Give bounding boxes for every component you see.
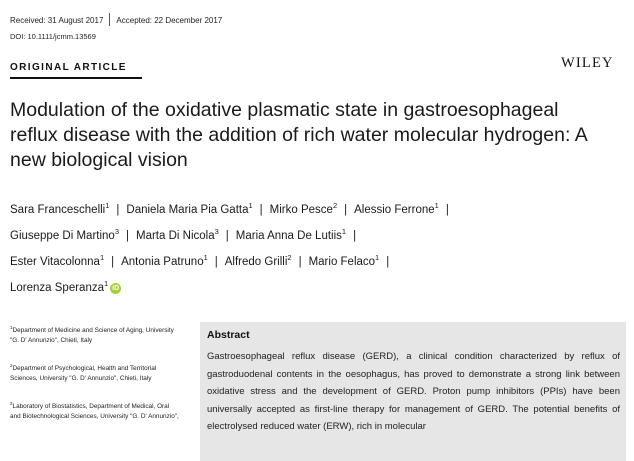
author-name[interactable]: Maria Anna De Lutiis [235,230,342,242]
abstract-heading: Abstract [207,329,250,341]
author-name[interactable]: Giuseppe Di Martino [10,230,115,242]
author-name[interactable]: Sara Franceschelli [10,204,106,216]
author-separator: | [111,256,115,268]
author-separator: | [344,204,348,216]
author-separator: | [116,204,120,216]
author-name[interactable]: Antonia Patruno [121,256,204,268]
article-type-underline [10,77,142,79]
article-dates [10,13,222,26]
affiliation-text: Laboratory of Biostatistics, Department of Medical, Oral and Biotechnological Sciences, University "G. D' Annunzio", [10,403,179,420]
author-affiliation-marker: 2 [332,201,338,210]
author-affiliation-marker: 1 [248,201,253,210]
doi-link[interactable]: DOI: 10.1111/jcmm.13569 [10,32,96,41]
author-name[interactable]: Daniela Maria Pia Gatta [126,204,249,216]
author-line [10,279,121,294]
affiliation-number: 1 [10,325,13,330]
affiliation-item [10,323,180,345]
author-name[interactable]: Ester Vitacolonna [10,256,100,268]
affiliation-text: Department of Psychological, Health and Territorial Sciences, University "G. D' Annunzio", Chieti, Italy [10,365,157,382]
author-line [10,201,456,216]
author-separator: | [353,230,357,242]
accepted-date: Accepted: 22 December 2017 [116,16,223,25]
date-separator [109,13,110,26]
author-name[interactable]: Mario Felaco [308,256,376,268]
publisher-logo: WILEY [561,55,614,71]
affiliation-number: 2 [10,363,13,368]
author-affiliation-marker: 1 [434,201,439,210]
author-separator: | [298,256,302,268]
affiliation-item [10,399,180,421]
article-type-label: ORIGINAL ARTICLE [10,62,127,73]
author-separator: | [386,256,390,268]
affiliation-text: Department of Medicine and Science of Aging, University "G. D' Annunzio", Chieti, Italy [10,327,174,344]
author-name[interactable]: Lorenza Speranza [10,282,104,294]
author-name[interactable]: Alessio Ferrone [354,204,435,216]
author-affiliation-marker: 3 [214,227,219,236]
affiliation-number: 3 [10,401,13,406]
author-affiliation-marker: 1 [103,279,109,288]
author-separator: | [445,204,449,216]
author-affiliation-marker: 3 [114,227,119,236]
author-line [10,253,396,268]
author-name[interactable]: Alfredo Grilli [224,256,288,268]
author-name[interactable]: Marta Di Nicola [136,230,215,242]
author-separator: | [214,256,218,268]
author-line [10,227,363,242]
author-separator: | [126,230,129,242]
author-affiliation-marker: 1 [105,201,110,210]
author-affiliation-marker: 1 [99,253,105,262]
author-name[interactable]: Mirko Pesce [269,204,333,216]
author-separator: | [225,230,229,242]
orcid-icon[interactable]: iD [112,285,120,292]
affiliation-item [10,361,180,383]
author-affiliation-marker: 1 [375,253,380,262]
author-separator: | [259,204,263,216]
author-affiliation-marker: 1 [341,227,347,236]
article-title: Modulation of the oxidative plasmatic state in gastroesophageal reflux disease with the addition of rich water molecular hydrogen: A new biological vision [10,99,587,171]
abstract-text: Gastroesophageal reflux disease (GERD), a clinical condition characterized by reflux of gastroduodenal contents in the oesophagus, has proved to demonstrate a strong link between oxidative stress and the development of GERD. Proton pump inhibitors (PPIs) have been universally accepted as first-line therapy for management of GERD. The potential benefits of electrolysed reduced water (ERW), rich in molecular [207,351,620,432]
author-affiliation-marker: 1 [203,253,208,262]
author-affiliation-marker: 2 [287,253,292,262]
received-date: Received: 31 August 2017 [10,16,104,25]
